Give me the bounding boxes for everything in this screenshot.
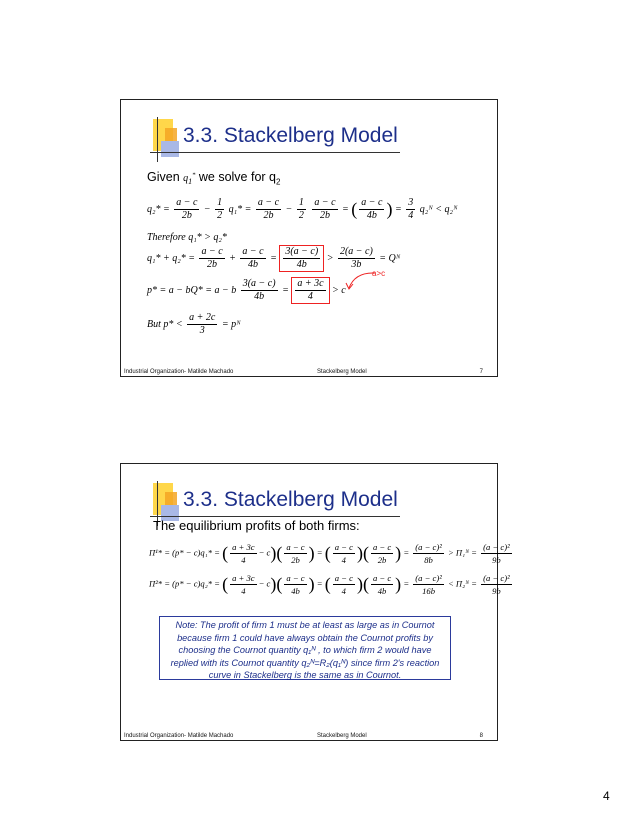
note-line-1: Note: The profit of firm 1 must be at least as large as in Cournot — [175, 620, 435, 630]
eq4-f1n: a + 2c — [189, 312, 216, 323]
p2-f2n: a − c — [286, 573, 305, 583]
note-line-3: choosing the Cournot quantity q₁ᴺ , to which firm 2 would have — [178, 645, 432, 656]
given-q — [183, 173, 195, 184]
eq1-lhs: q₂* = — [147, 203, 170, 215]
eq1-f5n: a − c — [314, 197, 336, 208]
cournot-note-box — [159, 616, 451, 680]
p1-mc: − c — [258, 547, 271, 558]
p1-close-paren3: ) — [356, 543, 363, 563]
eq2-plus: + — [229, 252, 236, 264]
eq2-frac1 — [199, 246, 224, 271]
eq1-f7d: 4 — [408, 210, 414, 221]
therefore-line: Therefore q₁* > q₂* — [147, 232, 227, 243]
footer-slide-number: 8 — [479, 733, 483, 739]
given-post-sub: 2 — [275, 177, 281, 187]
eq1-frac6 — [359, 197, 384, 222]
p2-f6n: (a − c)² — [483, 573, 510, 583]
p1-frac5 — [413, 541, 444, 566]
eq2-eqsign: = — [270, 252, 277, 264]
eq1-mid1: q₁* = — [228, 203, 252, 215]
eq3-lhs: p* = a − bQ* = a − b — [147, 284, 237, 296]
eq1-f2d: 2 — [217, 210, 223, 221]
p1-f4n: a − c — [372, 542, 392, 552]
note-line-5: curve in Stackelberg is the same as in Cournot. — [208, 670, 402, 681]
eq2-f2d: 4b — [247, 259, 258, 270]
eq1-f3n: a − c — [257, 197, 280, 208]
footer-mid: Stackelberg Model — [317, 733, 367, 739]
eq1-frac5 — [312, 197, 337, 222]
eq1-f6n: a − c — [361, 197, 383, 208]
p2-frac3 — [333, 572, 355, 597]
eq1-f1n: a − c — [176, 197, 198, 208]
eq1-f5d: 2b — [319, 210, 330, 221]
p1-frac3 — [333, 541, 355, 566]
eq3-f2d: 4 — [307, 291, 313, 302]
eq4-f1d: 3 — [199, 325, 205, 336]
p1-open-paren: ( — [222, 543, 229, 563]
p2-f6d: 9b — [492, 586, 501, 596]
p1-open-paren3: ( — [324, 543, 331, 563]
p1-f1n: a + 3c — [232, 542, 255, 552]
p1-open-paren4: ( — [362, 543, 369, 563]
equation-price — [147, 277, 346, 304]
eq1-eqsign2: = — [394, 203, 402, 215]
eq3-tail: > c — [332, 284, 346, 296]
eq2-lhs: q₁* + q₂* = — [147, 252, 195, 264]
p2-close-paren2: ) — [308, 574, 315, 594]
decor-vertical-line — [157, 117, 158, 162]
eq2-tail: = Qᴺ — [379, 252, 401, 264]
p1-f2d: 2b — [291, 555, 300, 565]
eq3-frac1 — [241, 278, 278, 303]
eq1-f4n: 1 — [298, 197, 304, 208]
p2-close-paren3: ) — [356, 574, 363, 594]
p1-f3d: 4 — [341, 555, 346, 565]
eq1-f1d: 2b — [181, 210, 192, 221]
note-line-4: replied with its Cournot quantity q₂ᴺ=R₂(q₁ᴺ) since firm 2's reaction — [170, 657, 440, 668]
p1-close-paren4: ) — [395, 543, 402, 563]
profits-subtitle: The equilibrium profits of both firms: — [153, 518, 360, 533]
given-line — [147, 170, 280, 187]
eq1-open-paren: ( — [351, 199, 358, 219]
p2-open-paren: ( — [222, 574, 229, 594]
eq1-f3d: 2b — [263, 210, 274, 221]
given-post: we solve for q — [195, 170, 276, 184]
equation-but — [147, 312, 241, 337]
p1-f3n: a − c — [334, 542, 353, 552]
p1-f1d: 4 — [241, 555, 246, 565]
eq1-eqsign: = — [342, 203, 349, 215]
p2-f1n: a + 3c — [232, 573, 255, 583]
slide-title: 3.3. Stackelberg Model — [183, 488, 398, 511]
p2-open-paren2: ( — [276, 574, 283, 594]
callout-a-gt-c: a>c — [372, 269, 386, 278]
eq1-minus2: − — [285, 203, 293, 215]
p2-cmp: < Π₂ᴺ = — [447, 578, 477, 589]
eq1-f2n: 1 — [217, 197, 223, 208]
equation-q2 — [147, 197, 458, 222]
eq2-f2n: a − c — [242, 246, 264, 257]
p2-close-paren: ) — [270, 574, 277, 594]
p2-open-paren3: ( — [324, 574, 331, 594]
p2-eqsign2: = — [403, 578, 410, 589]
p2-frac4 — [371, 572, 393, 597]
given-pre: Given — [147, 170, 184, 184]
p2-frac2 — [284, 572, 306, 597]
eq1-frac1 — [174, 197, 199, 222]
eq2-frac3 — [283, 246, 320, 271]
p2-f1d: 4 — [241, 586, 246, 596]
equation-profit-firm2 — [149, 572, 514, 597]
eq2-frac2 — [240, 246, 265, 271]
equation-profit-firm1 — [149, 541, 514, 566]
p2-f2d: 4b — [291, 586, 300, 596]
p2-f4d: 4b — [377, 586, 387, 596]
p2-mc: − c — [258, 578, 271, 589]
eq2-highlight-box — [279, 245, 324, 272]
eq3-f1n: 3(a − c) — [242, 278, 276, 289]
note-line-2: because firm 1 could have always obtain the Cournot profits by — [177, 632, 433, 643]
decor-blue-square — [161, 141, 179, 157]
eq1-f7n: 3 — [408, 197, 414, 208]
p2-f5n: (a − c)² — [415, 573, 442, 583]
eq1-f6d: 4b — [366, 210, 377, 221]
eq2-f4n: 2(a − c) — [339, 246, 373, 257]
page-number: 4 — [603, 789, 610, 803]
p2-f3n: a − c — [334, 573, 353, 583]
footer-left: Industrial Organization- Matilde Machado — [124, 369, 234, 375]
p2-frac5 — [413, 572, 444, 597]
eq1-frac7 — [406, 197, 415, 222]
p2-f5d: 16b — [422, 586, 435, 596]
eq2-f3d: 4b — [296, 259, 307, 270]
eq1-frac2 — [215, 197, 224, 222]
p1-f6d: 9b — [492, 555, 501, 565]
eq3-f2n: a + 3c — [297, 278, 324, 289]
p1-eqsign: = — [316, 547, 323, 558]
eq2-f4d: 3b — [351, 259, 362, 270]
p2-eqsign: = — [316, 578, 323, 589]
footer-left: Industrial Organization- Matilde Machado — [124, 733, 234, 739]
eq4-tail: = pᴺ — [221, 318, 241, 330]
callout-arrow-icon — [343, 268, 377, 292]
p1-f5n: (a − c)² — [415, 542, 442, 552]
eq3-highlight-box — [291, 277, 329, 304]
p1-frac4 — [371, 541, 393, 566]
p1-f5d: 8b — [424, 555, 433, 565]
p1-cmp: > Π₁ᴺ = — [447, 547, 477, 558]
p1-eqsign2: = — [403, 547, 410, 558]
slide-8 — [120, 463, 510, 741]
eq1-close-paren: ) — [386, 199, 393, 219]
p2-open-paren4: ( — [362, 574, 369, 594]
p2-frac1 — [230, 572, 257, 597]
eq1-frac3 — [256, 197, 281, 222]
eq3-f1d: 4b — [254, 291, 265, 302]
p1-open-paren2: ( — [276, 543, 283, 563]
p2-close-paren4: ) — [395, 574, 402, 594]
p1-frac6 — [481, 541, 512, 566]
p2-f3d: 4 — [341, 586, 346, 596]
decor-horizontal-line — [150, 152, 400, 153]
slide-title: 3.3. Stackelberg Model — [183, 124, 398, 147]
eq1-f4d: 2 — [298, 210, 304, 221]
slide-7 — [120, 99, 498, 377]
given-q-sub: 1 — [188, 177, 193, 186]
eq2-f1d: 2b — [207, 259, 218, 270]
eq2-f1n: a − c — [201, 246, 223, 257]
p1-frac1 — [230, 541, 257, 566]
given-q-sup: * — [192, 171, 196, 179]
eq1-frac4 — [297, 197, 306, 222]
p1-frac2 — [284, 541, 306, 566]
given-q-sym: q — [183, 173, 189, 184]
footer-slide-number: 7 — [479, 369, 483, 375]
eq4-lhs: But p* < — [147, 318, 183, 330]
eq3-eqsign: = — [282, 284, 289, 296]
eq1-tail: q₂ᴺ < q₂ᴺ — [419, 203, 458, 215]
eq1-minus1: − — [203, 203, 211, 215]
p2-frac6 — [481, 572, 512, 597]
p1-close-paren2: ) — [308, 543, 315, 563]
p1-f4d: 2b — [377, 555, 387, 565]
eq2-f3n: 3(a − c) — [285, 246, 319, 257]
eq3-frac2 — [295, 278, 325, 303]
p2-f4n: a − c — [372, 573, 392, 583]
p1-f6n: (a − c)² — [483, 542, 510, 552]
p1-f2n: a − c — [286, 542, 305, 552]
p1-close-paren: ) — [270, 543, 277, 563]
eq2-gt: > — [326, 252, 334, 264]
p1-lhs: Π¹* = (p* − c)q₁* = — [149, 547, 220, 558]
footer-mid: Stackelberg Model — [317, 369, 367, 375]
eq4-frac1 — [187, 312, 217, 337]
p2-lhs: Π²* = (p* − c)q₂* = — [149, 578, 220, 589]
decor-horizontal-line — [150, 516, 400, 517]
